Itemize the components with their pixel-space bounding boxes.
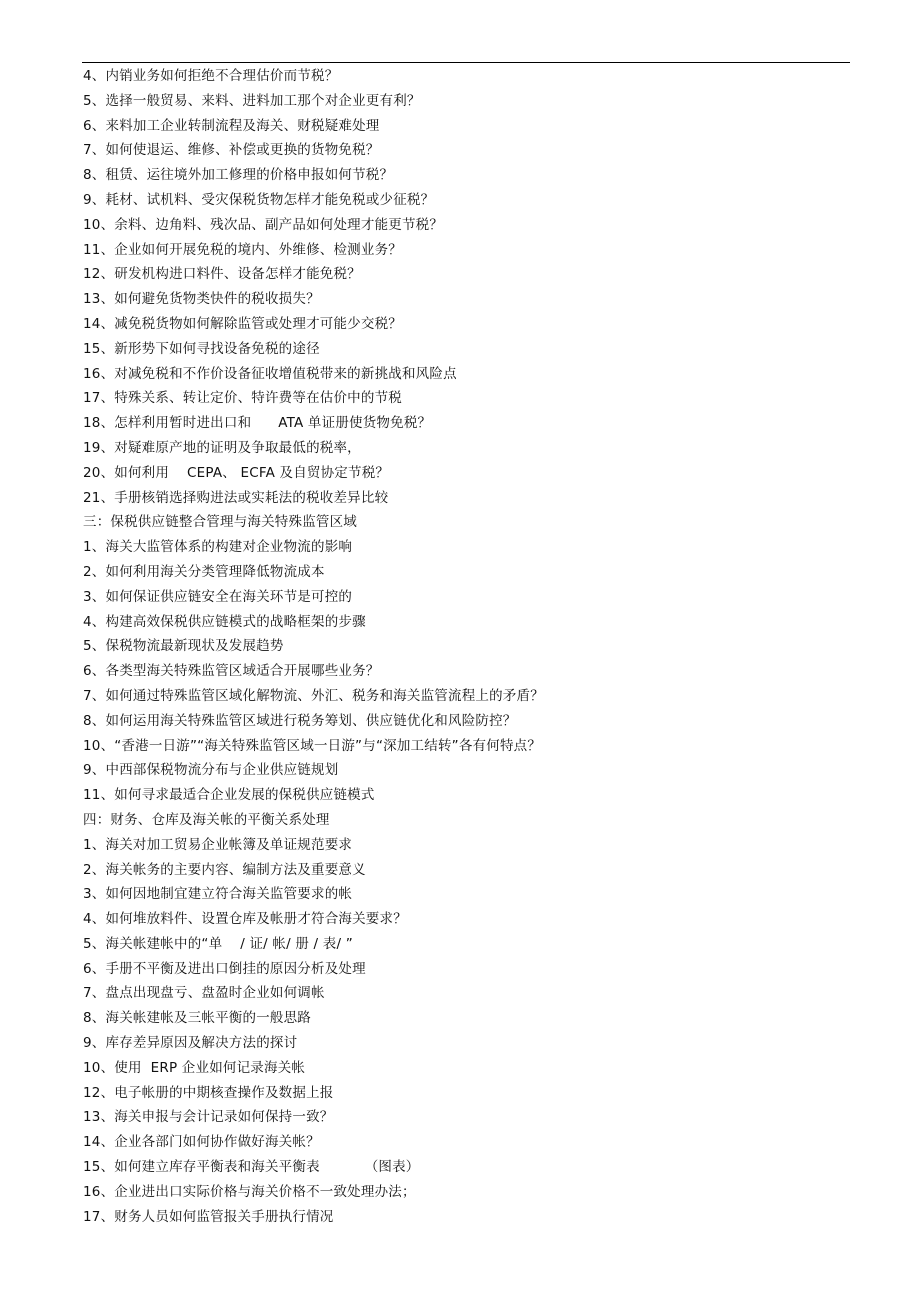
- section-heading: 四：财务、仓库及海关帐的平衡关系处理: [83, 811, 330, 828]
- text-line: 10、使用 ERP 企业如何记录海关帐: [83, 1059, 306, 1076]
- text-line: 18、怎样利用暂时进出口和 ATA 单证册使货物免税？: [83, 415, 432, 432]
- text-line: 17、财务人员如何监管报关手册执行情况: [83, 1208, 334, 1225]
- text-line: 15、新形势下如何寻找设备免税的途径: [83, 340, 320, 357]
- text-line: 19、对疑难原产地的证明及争取最低的税率，: [83, 439, 361, 456]
- text-line: 9、中西部保税物流分布与企业供应链规划: [83, 762, 339, 779]
- text-line: 6、各类型海关特殊监管区域适合开展哪些业务？: [83, 663, 380, 680]
- document-body: [83, 64, 843, 1229]
- top-rule: [82, 62, 850, 63]
- text-line: 14、减免税货物如何解除监管或处理才可能少交税？: [83, 315, 402, 332]
- text-line: 11、企业如何开展免税的境内、外维修、检测业务？: [83, 241, 402, 258]
- text-line: 7、如何使退运、维修、补偿或更换的货物免税？: [83, 142, 380, 159]
- text-line: 14、企业各部门如何协作做好海关帐？: [83, 1134, 320, 1151]
- text-line: 21、手册核销选择购进法或实耗法的税收差异比较: [83, 489, 389, 506]
- text-line: 17、特殊关系、转让定价、特许费等在估价中的节税: [83, 390, 402, 407]
- text-line: 3、如何因地制宜建立符合海关监管要求的帐: [83, 886, 353, 903]
- text-line: 5、海关帐建帐中的“单 / 证/ 帐/ 册 / 表/ ”: [83, 935, 353, 952]
- text-line: 9、库存差异原因及解决方法的探讨: [83, 1035, 298, 1052]
- text-line: 8、如何运用海关特殊监管区域进行税务筹划、供应链优化和风险防控？: [83, 712, 517, 729]
- section-heading: 三：保税供应链整合管理与海关特殊监管区域: [83, 514, 357, 531]
- text-line: 13、海关申报与会计记录如何保持一致？: [83, 1109, 334, 1126]
- text-line: 15、如何建立库存平衡表和海关平衡表 （图表）: [83, 1159, 420, 1176]
- text-line: 11、如何寻求最适合企业发展的保税供应链模式: [83, 787, 375, 804]
- text-line: 16、对减免税和不作价设备征收增值税带来的新挑战和风险点: [83, 365, 457, 382]
- text-line: 9、耗材、试机料、受灾保税货物怎样才能免税或少征税？: [83, 191, 435, 208]
- text-line: 1、海关对加工贸易企业帐簿及单证规范要求: [83, 836, 353, 853]
- text-line: 2、海关帐务的主要内容、编制方法及重要意义: [83, 861, 366, 878]
- text-line: 6、来料加工企业转制流程及海关、财税疑难处理: [83, 117, 380, 134]
- text-line: 8、海关帐建帐及三帐平衡的一般思路: [83, 1010, 311, 1027]
- text-line: 5、选择一般贸易、来料、进料加工那个对企业更有利？: [83, 92, 421, 109]
- text-line: 1、海关大监管体系的构建对企业物流的影响: [83, 539, 353, 556]
- text-line: 4、内销业务如何拒绝不合理估价而节税？: [83, 68, 339, 84]
- text-line: 12、研发机构进口料件、设备怎样才能免税？: [83, 266, 361, 283]
- text-line: 4、构建高效保税供应链模式的战略框架的步骤: [83, 613, 366, 630]
- text-line: 10、余料、边角料、残次品、副产品如何处理才能更节税？: [83, 216, 444, 233]
- text-line: 7、如何通过特殊监管区域化解物流、外汇、税务和海关监管流程上的矛盾？: [83, 687, 544, 704]
- text-line: 10、“香港一日游”“海关特殊监管区域一日游”与“深加工结转”各有何特点？: [83, 737, 542, 754]
- text-line: 12、电子帐册的中期核查操作及数据上报: [83, 1084, 334, 1101]
- text-line: 20、如何利用 CEPA、 ECFA 及自贸协定节税？: [83, 464, 390, 481]
- text-line: 6、手册不平衡及进出口倒挂的原因分析及处理: [83, 960, 366, 977]
- text-line: 3、如何保证供应链安全在海关环节是可控的: [83, 588, 353, 605]
- text-line: 2、如何利用海关分类管理降低物流成本: [83, 563, 325, 580]
- text-line: 4、如何堆放料件、设置仓库及帐册才符合海关要求？: [83, 911, 407, 928]
- text-line: 16、企业进出口实际价格与海关价格不一致处理办法；: [83, 1183, 416, 1200]
- text-line: 13、如何避免货物类快件的税收损失？: [83, 291, 320, 308]
- text-line: 5、保税物流最新现状及发展趋势: [83, 638, 284, 655]
- text-line: 7、盘点出现盘亏、盘盈时企业如何调帐: [83, 985, 325, 1002]
- text-line: 8、租赁、运往境外加工修理的价格申报如何节税？: [83, 167, 394, 184]
